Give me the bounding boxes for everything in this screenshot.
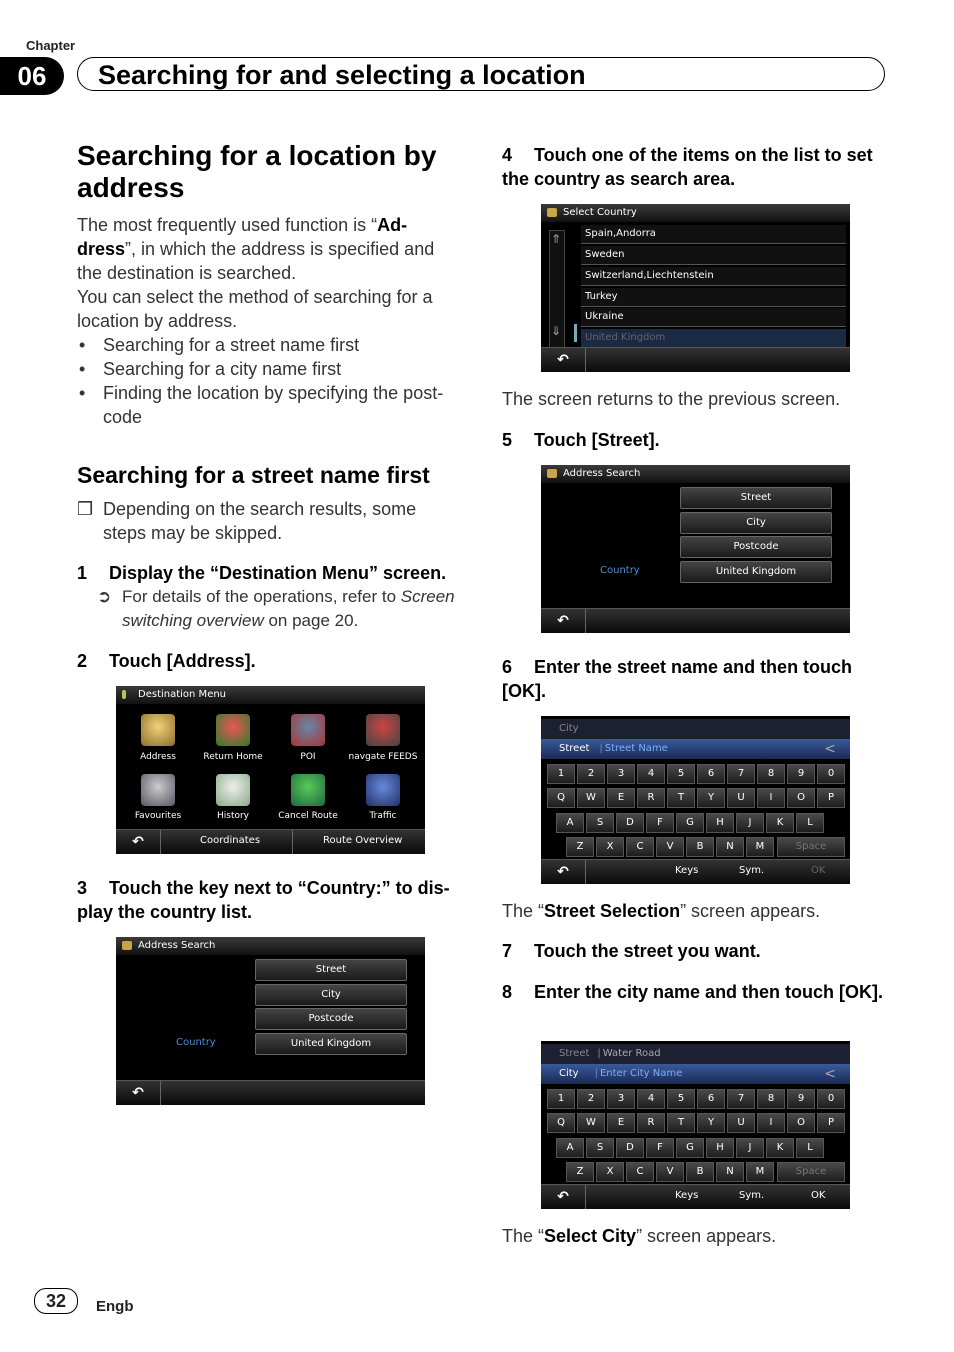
key[interactable]: U <box>727 788 755 808</box>
key[interactable]: 1 <box>547 1089 575 1109</box>
menu-item-address[interactable]: Address <box>140 752 176 762</box>
destination-menu-screenshot: Destination Menu Address Return Home POI navgate FEEDS Favourites History Cancel Route Traffic ↶ Coordinates Route Overview <box>116 686 425 854</box>
return-home-icon <box>216 714 250 746</box>
step-8-result: The “Select City” screen appears. <box>502 1226 777 1246</box>
step-2: 2 Touch [Address]. <box>77 651 256 671</box>
step-3: 3 Touch the key next to “Country:” to dis-play the country list. <box>77 878 450 922</box>
list-item[interactable]: Ukraine <box>581 308 846 327</box>
key[interactable]: U <box>727 1113 755 1133</box>
key[interactable]: Z <box>566 837 594 857</box>
address-search-icon <box>547 469 557 478</box>
subsection-heading: Searching for a street name first <box>77 462 430 488</box>
key[interactable]: J <box>736 1138 764 1158</box>
intro-paragraph: The most frequently used function is “Ad-dress”, in which the address is specified and the destination is searched. <box>77 215 435 283</box>
key[interactable]: A <box>556 813 584 833</box>
key[interactable]: 2 <box>577 764 605 784</box>
country-button[interactable]: United Kingdom <box>255 1033 407 1055</box>
list-item: • Finding the location by specifying the post-code <box>79 383 444 427</box>
scroll-down-icon: ⇓ <box>551 324 562 338</box>
city-button[interactable]: City <box>255 984 407 1006</box>
key[interactable]: D <box>616 813 644 833</box>
checkbox-icon: ❒ <box>77 499 94 519</box>
key[interactable]: L <box>796 813 824 833</box>
chapter-label: Chapter <box>26 38 76 53</box>
key[interactable]: 0 <box>817 764 845 784</box>
step-7: 7 Touch the street you want. <box>502 941 761 961</box>
key[interactable]: V <box>656 837 684 857</box>
key[interactable]: 5 <box>667 764 695 784</box>
key[interactable]: M <box>746 1162 774 1182</box>
key[interactable]: C <box>626 1162 654 1182</box>
menu-item-history[interactable]: History <box>216 811 250 821</box>
key[interactable]: R <box>637 1113 665 1133</box>
chapter-title: Searching for and selecting a location <box>77 57 885 91</box>
key[interactable]: G <box>676 813 704 833</box>
key[interactable]: R <box>637 788 665 808</box>
key[interactable]: 0 <box>817 1089 845 1109</box>
city-keyboard-screenshot <box>541 1041 850 1209</box>
key[interactable]: L <box>796 1138 824 1158</box>
space-key[interactable]: Space <box>777 837 845 857</box>
key[interactable]: I <box>757 788 785 808</box>
step-6-result: The “Street Selection” screen appears. <box>502 901 821 921</box>
key[interactable]: N <box>716 837 744 857</box>
city-button[interactable]: City <box>680 512 832 534</box>
sym-button[interactable]: Sym. <box>739 1190 765 1201</box>
key[interactable]: W <box>577 788 605 808</box>
address-search-screenshot-2: Address Search Street City Postcode Country United Kingdom ↶ <box>541 465 850 633</box>
key[interactable]: P <box>817 788 845 808</box>
street-button[interactable]: Street <box>680 487 832 509</box>
key[interactable]: V <box>656 1162 684 1182</box>
back-icon[interactable]: ↶ <box>116 1081 161 1105</box>
key[interactable]: Y <box>697 1113 725 1133</box>
key[interactable]: N <box>716 1162 744 1182</box>
key[interactable]: B <box>686 1162 714 1182</box>
back-icon[interactable]: ↶ <box>541 609 586 633</box>
key[interactable]: F <box>646 813 674 833</box>
key[interactable]: D <box>616 1138 644 1158</box>
key[interactable]: K <box>766 813 794 833</box>
key[interactable]: O <box>787 788 815 808</box>
key[interactable]: 3 <box>607 764 635 784</box>
arrow-icon: ➲ <box>97 587 112 606</box>
step-4: 4 Touch one of the items on the list to set the country as search area. <box>502 145 873 189</box>
back-icon[interactable]: ↶ <box>541 348 586 372</box>
street-button[interactable]: Street <box>255 959 407 981</box>
cancel-route-icon <box>291 774 325 806</box>
list-item: • Searching for a city name first <box>79 359 342 379</box>
key[interactable]: T <box>667 1113 695 1133</box>
menu-item-traffic[interactable]: Traffic <box>369 811 397 821</box>
key[interactable]: 6 <box>697 764 725 784</box>
back-icon[interactable]: ↶ <box>541 1185 586 1209</box>
ok-button[interactable]: OK <box>811 1190 826 1201</box>
key[interactable]: E <box>607 1113 635 1133</box>
menu-item-return-home[interactable]: Return Home <box>203 752 263 762</box>
key[interactable]: X <box>596 837 624 857</box>
key[interactable]: P <box>817 1113 845 1133</box>
key[interactable]: J <box>736 813 764 833</box>
navgate-feeds-icon <box>366 714 400 746</box>
key[interactable]: 5 <box>667 1089 695 1109</box>
key[interactable]: 2 <box>577 1089 605 1109</box>
poi-icon <box>291 714 325 746</box>
city-input[interactable]: City | Enter City Name < <box>541 1064 850 1084</box>
keys-button[interactable]: Keys <box>675 1190 699 1201</box>
key[interactable]: 7 <box>727 1089 755 1109</box>
menu-item-cancel-route[interactable]: Cancel Route <box>278 811 338 821</box>
key[interactable]: Q <box>547 1113 575 1133</box>
key[interactable]: E <box>607 788 635 808</box>
key[interactable]: S <box>586 813 614 833</box>
favourites-icon <box>141 774 175 806</box>
key[interactable]: M <box>746 837 774 857</box>
list-item[interactable]: Spain,Andorra <box>581 225 846 244</box>
history-icon <box>216 774 250 806</box>
menu-item-favourites[interactable]: Favourites <box>134 811 182 821</box>
street-input[interactable]: Street | Street Name < <box>541 739 850 759</box>
street-field[interactable]: Street | Water Road <box>541 1044 850 1064</box>
select-country-screenshot: Select Country ⇑ ⇓ Spain,Andorra Sweden Switzerland,Liechtenstein Turkey Ukraine United Kingdom ↶ <box>541 204 850 372</box>
key[interactable]: W <box>577 1113 605 1133</box>
key[interactable]: H <box>706 1138 734 1158</box>
key[interactable]: O <box>787 1113 815 1133</box>
step-8: 8 Enter the city name and then touch [OK]. <box>502 982 884 1002</box>
key[interactable]: 6 <box>697 1089 725 1109</box>
country-label: Country <box>600 565 640 576</box>
key[interactable]: T <box>667 788 695 808</box>
list-item[interactable]: Sweden <box>581 246 846 265</box>
key[interactable]: 8 <box>757 1089 785 1109</box>
step-5: 5 Touch [Street]. <box>502 430 660 450</box>
method-list <box>77 333 462 429</box>
list-item[interactable]: United Kingdom <box>581 329 846 348</box>
key[interactable]: S <box>586 1138 614 1158</box>
coordinates-button[interactable]: Coordinates <box>200 835 261 846</box>
key[interactable]: I <box>757 1113 785 1133</box>
postcode-button[interactable]: Postcode <box>680 536 832 558</box>
key[interactable]: 9 <box>787 1089 815 1109</box>
section-heading: Searching for a location by address <box>77 140 437 203</box>
page-number: 32 <box>34 1288 78 1314</box>
step-1: 1 Display the “Destination Menu” screen. <box>77 563 447 583</box>
chapter-number: 06 <box>0 57 64 95</box>
key[interactable]: H <box>706 813 734 833</box>
city-field[interactable]: City <box>541 719 850 739</box>
scroll-up-icon: ⇑ <box>551 232 562 246</box>
key[interactable]: G <box>676 1138 704 1158</box>
step-1-reference: ➲ For details of the operations, refer to Screen switching overview on page 20. <box>97 587 455 630</box>
list-item[interactable]: Switzerland,Liechtenstein <box>581 267 846 286</box>
key[interactable]: 8 <box>757 764 785 784</box>
select-country-icon <box>547 208 557 217</box>
backspace-button[interactable]: < <box>824 1066 836 1082</box>
step-4-result: The screen returns to the previous screen. <box>502 389 841 409</box>
address-search-screenshot: Address Search Street City Postcode Country United Kingdom ↶ <box>116 937 425 1105</box>
backspace-button[interactable]: < <box>824 741 836 757</box>
ok-button[interactable]: OK <box>811 865 826 876</box>
key[interactable]: 1 <box>547 764 575 784</box>
key[interactable]: C <box>626 837 654 857</box>
key[interactable]: B <box>686 837 714 857</box>
list-item: • Searching for a street name first <box>79 335 360 355</box>
step-6: 6 Enter the street name and then touch [OK]. <box>502 657 853 701</box>
key[interactable]: Z <box>566 1162 594 1182</box>
sym-button[interactable]: Sym. <box>739 865 765 876</box>
language-code: Engb <box>96 1298 134 1315</box>
key[interactable]: F <box>646 1138 674 1158</box>
postcode-button[interactable]: Postcode <box>255 1008 407 1030</box>
country-button[interactable]: United Kingdom <box>680 561 832 583</box>
key[interactable]: 7 <box>727 764 755 784</box>
address-search-icon <box>122 941 132 950</box>
address-icon <box>141 714 175 746</box>
key[interactable]: Y <box>697 788 725 808</box>
key[interactable]: A <box>556 1138 584 1158</box>
back-icon[interactable]: ↶ <box>541 860 586 884</box>
route-overview-button[interactable]: Route Overview <box>323 835 403 846</box>
key[interactable]: 9 <box>787 764 815 784</box>
key[interactable]: X <box>596 1162 624 1182</box>
traffic-icon <box>366 774 400 806</box>
key[interactable]: 3 <box>607 1089 635 1109</box>
menu-item-poi[interactable]: POI <box>300 752 316 762</box>
back-icon[interactable]: ↶ <box>116 830 161 854</box>
list-item[interactable]: Turkey <box>581 288 846 307</box>
key[interactable]: 4 <box>637 764 665 784</box>
menu-item-navgate-feeds[interactable]: navgate FEEDS <box>348 752 418 762</box>
key[interactable]: 4 <box>637 1089 665 1109</box>
key[interactable]: K <box>766 1138 794 1158</box>
space-key[interactable]: Space <box>777 1162 845 1182</box>
intro-paragraph-2: You can select the method of searching for a location by address. <box>77 287 433 331</box>
note: ❒ Depending on the search results, some steps may be skipped. <box>77 499 417 543</box>
scroll-thumb <box>574 324 577 342</box>
country-label: Country <box>176 1037 216 1048</box>
menu-icon <box>122 690 126 699</box>
street-keyboard-screenshot <box>541 716 850 884</box>
keys-button[interactable]: Keys <box>675 865 699 876</box>
key[interactable]: Q <box>547 788 575 808</box>
